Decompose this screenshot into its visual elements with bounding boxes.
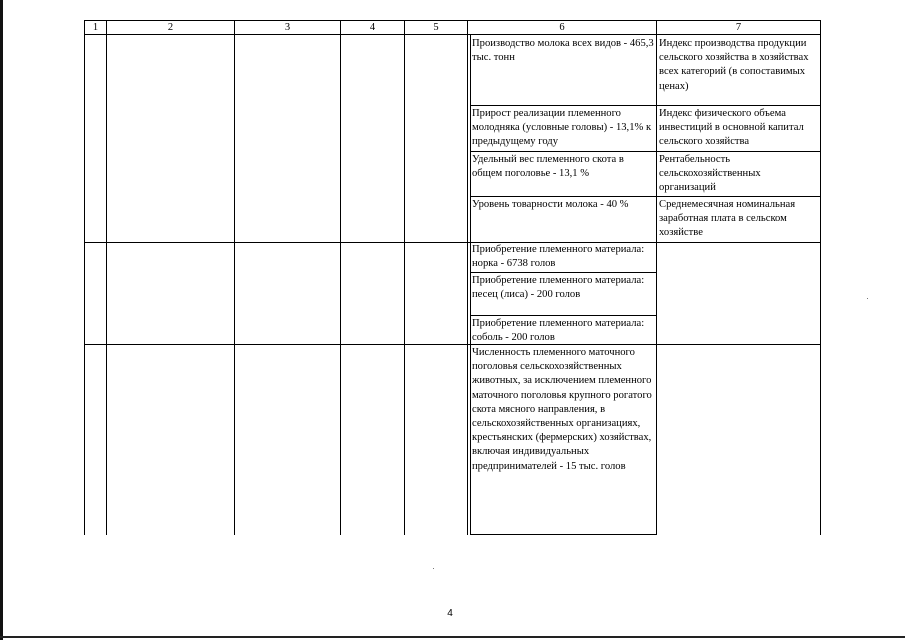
- cell-line-5: [470, 315, 656, 316]
- indicator-cell: Приобретение племенного материала: норка - 6738 голов: [472, 244, 645, 270]
- page-number: 4: [447, 608, 453, 619]
- column-header-4: 4: [369, 22, 376, 33]
- column-header-6: 6: [559, 22, 565, 33]
- col-border-6: [656, 20, 657, 535]
- cell-line-3: [470, 196, 820, 197]
- col6-inner-border: [470, 35, 471, 535]
- col-border-2: [234, 20, 235, 535]
- column-header-7: 7: [735, 22, 742, 33]
- col-border-7: [820, 20, 821, 535]
- scan-speck: [433, 568, 434, 569]
- target-cell: Индекс производства продукции сельского хозяйства в хозяйствах всех категорий (в сопоставимых ценах): [659, 38, 809, 92]
- column-header-3: 3: [284, 22, 291, 33]
- col-border-0: [84, 20, 85, 535]
- column-header-5: 5: [433, 22, 439, 33]
- target-cell: Среднемесячная номинальная заработная плата в сельском хозяйстве: [659, 199, 796, 239]
- indicator-cell: Уровень товарности молока - 40 %: [472, 199, 629, 210]
- cell-line-2: [470, 151, 820, 152]
- col-border-4: [404, 20, 405, 535]
- indicator-cell: Приобретение племенного материала: песец (лиса) - 200 голов: [472, 275, 645, 301]
- cell-line-6: [470, 534, 656, 535]
- indicator-cell: Удельный вес племенного скота в общем поголовье - 13,1 %: [472, 154, 624, 180]
- target-cell: Рентабельность сельскохозяйственных организаций: [659, 154, 761, 194]
- cell-line-4: [470, 272, 656, 273]
- col-border-5: [467, 20, 468, 535]
- indicator-cell: Численность племенного маточного поголовья сельскохозяйственных животных, за исключением племенного маточного поголовья крупного рогатого скота мясного направления, в сельскохозяйственных организациях, крестьянских (фермерских) хозяйствах, включая индивидуальных предпринимателей - 15 тыс. голов: [472, 347, 652, 472]
- header-bottom-border: [84, 34, 821, 35]
- column-header-2: 2: [167, 22, 174, 33]
- column-header-1: 1: [92, 22, 99, 33]
- col-border-3: [340, 20, 341, 535]
- cell-line-1: [470, 105, 820, 106]
- scan-speck: [867, 298, 868, 299]
- indicator-cell: Приобретение племенного материала: соболь - 200 голов: [472, 318, 645, 344]
- table-top-border: [84, 20, 821, 21]
- scan-left-edge: [0, 0, 3, 640]
- scan-bottom-edge: [0, 636, 905, 638]
- col-border-1: [106, 20, 107, 535]
- indicator-cell: Прирост реализации племенного молодняка (условные головы) - 13,1% к предыдущему году: [472, 108, 652, 148]
- group-separator-1: [84, 242, 821, 243]
- group-separator-2: [84, 344, 821, 345]
- indicator-cell: Производство молока всех видов - 465,3 тыс. тонн: [472, 38, 654, 64]
- target-cell: Индекс физического объема инвестиций в основной капитал сельского хозяйства: [659, 108, 804, 148]
